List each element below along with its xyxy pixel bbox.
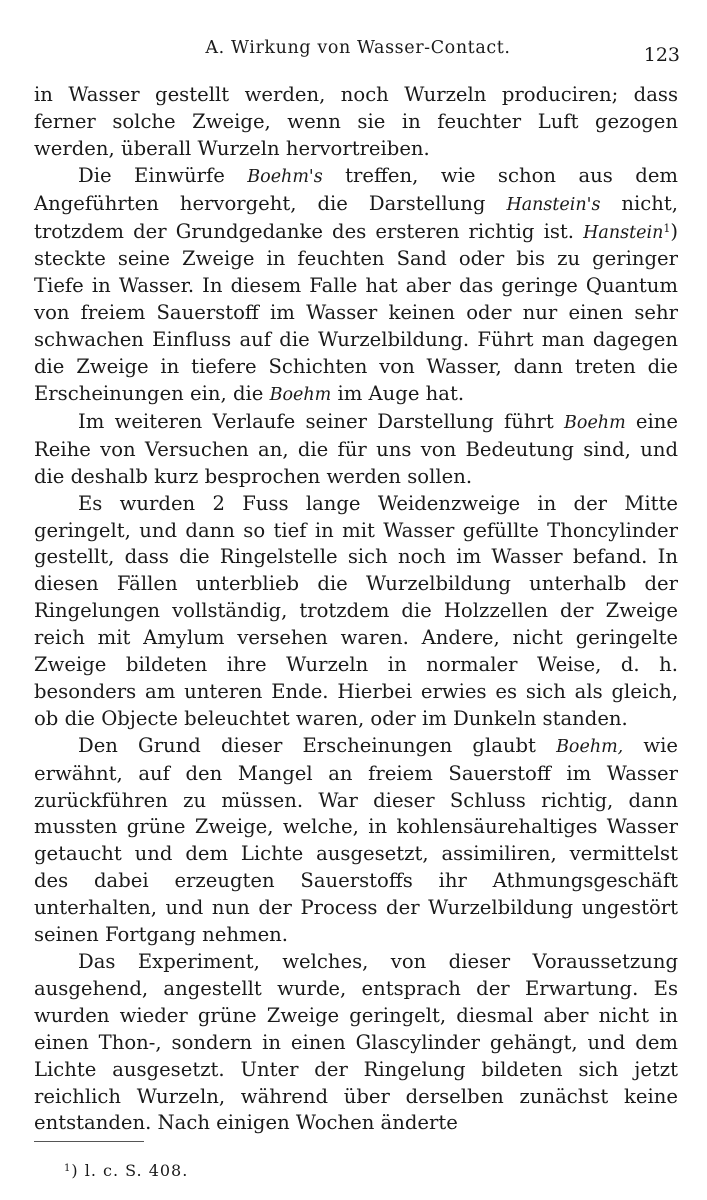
text-run: eine Reihe von Versuchen an, die für uns von Bedeutung sind, und die deshalb kurz besprochen werden sollen.: [34, 409, 678, 488]
text-run: Den Grund dieser Erscheinungen glaubt: [78, 733, 557, 757]
body-text: [34, 82, 678, 1137]
author-name: Hanstein's: [506, 194, 601, 215]
page-header: [36, 36, 680, 64]
paragraph: [34, 733, 678, 949]
text-run: Die Einwürfe: [78, 163, 248, 187]
author-name: Boehm,: [556, 736, 624, 757]
author-name: Boehm's: [247, 166, 323, 187]
footnote: [64, 1161, 188, 1180]
footnote-separator: [34, 1141, 144, 1142]
author-name: Boehm: [564, 412, 626, 433]
footnote-text: ) l. c. S. 408.: [71, 1161, 189, 1180]
text-run: treffen, wie schon aus dem Angeführten hervorgeht, die Darstellung: [34, 163, 678, 215]
footnote-reference: 1: [663, 221, 671, 235]
author-name: Boehm: [269, 384, 332, 405]
text-run: wie erwähnt, auf den Mangel an freiem Sauerstoff im Wasser zurückführen zu müssen. War dieser Schluss richtig, dann mussten grüne Zweige, welche, in kohlensäurehaltiges Wasser getaucht und dem Lichte ausgesetzt, assimiliren, vermittelst des dabei erzeugten Sauerstoffs ihr Athmungsgeschäft unterhalten, und nun der Process der Wurzelbildung ungestört seinen Fortgang nehmen.: [34, 733, 678, 947]
text-run: Es wurden 2 Fuss lange Weidenzweige in der Mitte geringelt, und dann so tief in mit Wasser gefüllte Thoncylinder gestellt, dass die Ringelstelle sich noch im Wasser befand. In diesen Fällen unterblieb die Wurzelbildung unterhalb der Ringelungen vollständig, trotzdem die Holzzellen der Zweige reich mit Amylum versehen waren. Andere, nicht geringelte Zweige bildeten ihre Wurzeln in normaler Weise, d. h. besonders am unteren Ende. Hierbei erwies es sich als gleich, ob die Objecte beleuchtet waren, oder im Dunkeln standen.: [34, 491, 678, 730]
running-head: A. Wirkung von Wasser-Contact.: [205, 38, 511, 58]
text-run: im Auge hat.: [331, 381, 465, 405]
text-run: Das Experiment, welches, von dieser Voraussetzung ausgehend, angestellt wurde, entsprach der Erwartung. Es wurden wieder grüne Zweige geringelt, diesmal aber nicht in einen Thon-, sondern in einen Glascylinder gehängt, und dem Lichte ausgesetzt. Unter der Ringelung bildeten sich jetzt reichlich Wurzeln, während über derselben zunächst keine entstanden. Nach einigen Wochen änderte: [34, 950, 678, 1135]
paragraph: [34, 491, 678, 733]
text-run: in Wasser gestellt werden, noch Wurzeln produciren; dass ferner solche Zweige, wenn sie in feuchter Luft gezogen werden, überall Wurzeln hervortreiben.: [34, 83, 678, 160]
paragraph: [34, 949, 678, 1137]
text-run: Im weiteren Verlaufe seiner Darstellung führt: [78, 409, 565, 433]
text-run: ) steckte seine Zweige in feuchten Sand oder bis zu geringer Tiefe in Wasser. In diesem Falle hat aber das geringe Quantum von freiem Sauerstoff im Wasser keinen oder nur einen sehr schwachen Einfluss auf die Wurzelbildung. Führt man dagegen die Zweige in tiefere Schichten von Wasser, dann treten die Erscheinungen ein, die: [34, 219, 678, 405]
paragraph: [34, 409, 678, 491]
page-number: 123: [643, 44, 680, 66]
author-name: Hanstein: [583, 222, 664, 243]
paragraph: [34, 163, 678, 409]
paragraph: [34, 82, 678, 163]
footnote-marker: 1: [64, 1163, 72, 1174]
text-run: nicht, trotzdem der Grundgedanke des ersteren richtig ist.: [34, 191, 678, 243]
